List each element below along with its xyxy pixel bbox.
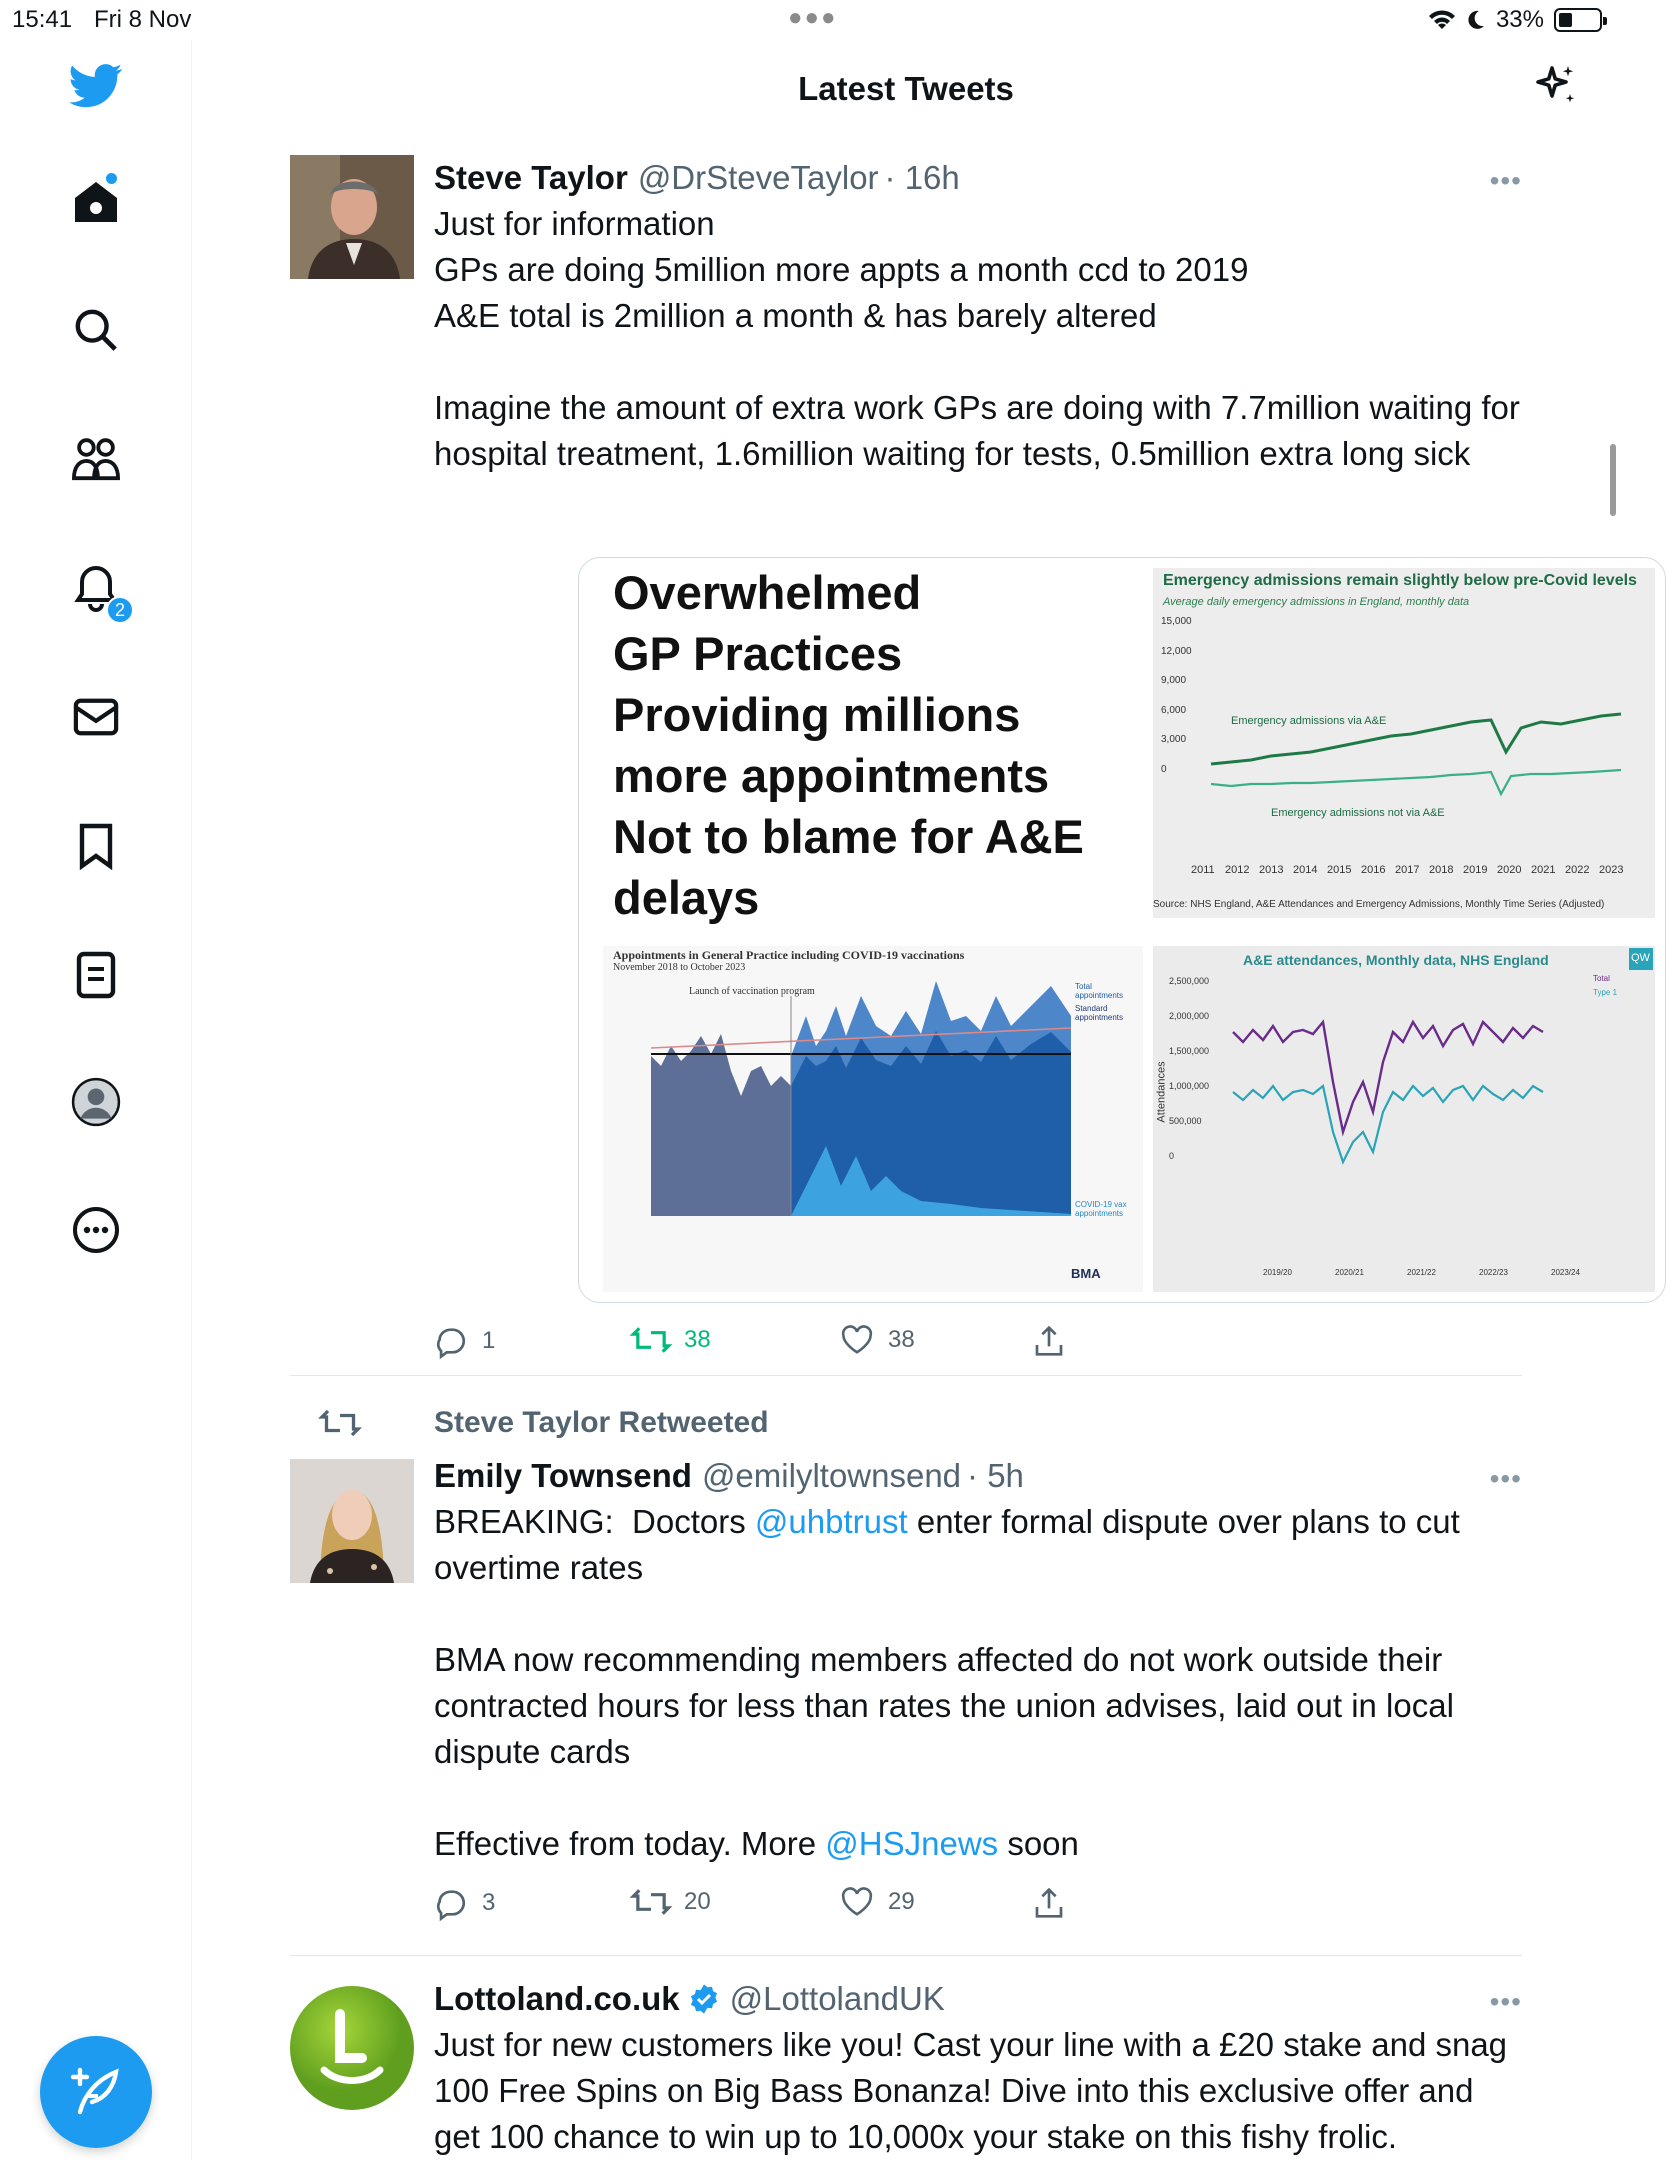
legend-standard: Standard appointments [1075, 1004, 1124, 1022]
tweet-more-options-icon[interactable]: ••• [1489, 1463, 1522, 1494]
tick-label: 2020 [1497, 864, 1522, 876]
tweet-actions [434, 1887, 1134, 1927]
tick-label: 1,000,000 [1169, 1081, 1210, 1091]
verified-badge-icon [688, 1983, 720, 2015]
page-title: Latest Tweets [798, 70, 1014, 107]
status-date: Fri 8 Nov [94, 6, 192, 33]
tick-label: 6,000 [1161, 704, 1187, 716]
timeline-header [192, 40, 1620, 140]
tick-label: 2020/21 [1335, 1268, 1364, 1277]
qw-logo: QW [1629, 948, 1653, 970]
avatar[interactable] [290, 1459, 414, 1583]
chart-lines [1211, 624, 1641, 840]
tick-label: 2014 [1293, 864, 1318, 876]
tweet-media-image[interactable] [578, 557, 1666, 1303]
tick-label: 2013 [1259, 864, 1284, 876]
series-label-via-ae: Emergency admissions via A&E [1231, 715, 1387, 727]
tick-label: 0 [1169, 1151, 1175, 1161]
chart-annotation: Launch of vaccination program [689, 986, 815, 997]
tick-label: 2019/20 [1263, 1268, 1292, 1277]
tweet-steve-taylor[interactable] [290, 155, 1650, 1355]
retweet-button[interactable] [632, 1325, 711, 1355]
tweet-text: BREAKING: Doctors @uhbtrust enter formal dispute over plans to cut overtime rates BMA now recommending members affected do not work outside their contracted hours for less than rates the union advises, laid out in local dispute cards Effective from today. More @HSJnews soon [434, 1503, 1469, 1862]
ae-attendances-chart [1153, 946, 1655, 1292]
compose-feather-icon [68, 2064, 124, 2120]
tick-label: 15,000 [1161, 616, 1192, 627]
media-headline: Overwhelmed GP Practices Providing millions more appointments Not to blame for A&E delays [613, 566, 1084, 924]
chart-title: Appointments in General Practice including COVID-19 vaccinations [613, 948, 965, 962]
tick-label: 2022 [1565, 864, 1590, 876]
wifi-icon [1428, 9, 1456, 31]
tick-label: 2015 [1327, 864, 1352, 876]
tick-label: 2019 [1463, 864, 1488, 876]
reply-count: 3 [482, 1889, 496, 1916]
gp-appointments-chart [603, 946, 1143, 1292]
author-name[interactable]: Emily Townsend [434, 1457, 692, 1494]
tweet-more-options-icon[interactable]: ••• [1489, 1986, 1522, 2017]
tick-label: 1,500,000 [1169, 1046, 1210, 1056]
battery-percent: 33% [1495, 6, 1544, 33]
heart-icon [840, 1325, 874, 1355]
series-label-not-via-ae: Emergency admissions not via A&E [1271, 807, 1445, 819]
author-name[interactable]: Lottoland.co.uk [434, 1980, 680, 2017]
chart-lines [1233, 982, 1593, 1242]
tweet-body [434, 1453, 1522, 1916]
battery-level [1559, 13, 1572, 27]
mention-link[interactable]: @uhbtrust [754, 1503, 908, 1540]
retweeted-by-text[interactable]: Steve Taylor Retweeted [434, 1406, 769, 1439]
reply-button[interactable] [434, 1887, 495, 1919]
chart-title: A&E attendances, Monthly data, NHS England [1243, 952, 1549, 968]
tweet-lottoland-promoted[interactable] [290, 1976, 1522, 2160]
scrollbar[interactable] [1610, 444, 1616, 516]
tick-label: 9,000 [1161, 675, 1187, 687]
twitter-logo-icon[interactable] [64, 54, 128, 118]
tweet-divider [290, 1375, 1522, 1376]
share-icon [1034, 1325, 1064, 1357]
avatar[interactable] [290, 155, 414, 279]
chart-title: Emergency admissions remain slightly below pre-Covid levels [1163, 572, 1637, 589]
notifications-badge: 2 [106, 596, 134, 624]
tick-label: 3,000 [1161, 734, 1187, 746]
tick-label: 2023 [1599, 864, 1624, 876]
like-count: 29 [888, 1888, 915, 1915]
home-unread-dot [106, 173, 117, 184]
tweet-actions [434, 1325, 1134, 1365]
like-count: 38 [888, 1326, 915, 1353]
sparkle-icon[interactable] [1532, 62, 1580, 115]
like-button[interactable] [840, 1887, 915, 1917]
tweet-emily-townsend[interactable] [290, 1453, 1522, 1933]
tick-label: 2021 [1531, 864, 1556, 876]
more-options-icon[interactable] [64, 1198, 128, 1262]
tick-label: 2011 [1191, 864, 1215, 876]
tweet-time: · 16h [884, 159, 960, 196]
share-icon [1034, 1887, 1064, 1919]
tick-label: 0 [1161, 764, 1167, 775]
legend-covid: COVID-19 vax appointments [1075, 1200, 1127, 1218]
standard-appointments-area-pre [651, 1034, 791, 1216]
share-button[interactable] [1034, 1887, 1064, 1919]
retweet-count: 38 [684, 1326, 711, 1353]
tweet-time: · 5h [967, 1457, 1024, 1494]
bma-logo: BMA [1071, 1266, 1101, 1281]
moon-icon [1466, 9, 1486, 31]
sidebar [0, 40, 192, 2160]
multitasking-dots-icon[interactable]: ●●● [788, 4, 838, 31]
tick-label: 2016 [1361, 864, 1386, 876]
tick-label: 500,000 [1169, 1116, 1202, 1126]
retweet-button[interactable] [632, 1887, 711, 1917]
avatar[interactable] [290, 1986, 414, 2110]
author-handle[interactable]: @LottolandUK [729, 1980, 945, 2017]
lists-icon[interactable] [64, 943, 128, 1007]
author-handle[interactable]: @emilyltownsend [701, 1457, 962, 1494]
tick-label: 2018 [1429, 864, 1454, 876]
reply-count: 1 [482, 1327, 496, 1354]
communities-icon[interactable] [64, 427, 128, 491]
chart-subtitle: November 2018 to October 2023 [613, 962, 746, 973]
search-icon[interactable] [64, 298, 128, 362]
tweet-text: Just for new customers like you! Cast your line with a £20 stake and snag 100 Free Spins on Big Bass Bonanza! Dive into this exclusive offer and get 100 chance to win up to 10,000x your stake on this fishy frolic. [434, 2026, 1517, 2155]
tick-label: 2012 [1225, 864, 1250, 876]
chart-source: Source: NHS England, A&E Attendances and Emergency Admissions, Monthly Time Series (Adjusted) [1153, 899, 1605, 910]
status-indicators [1428, 6, 1602, 34]
tick-label: 2022/23 [1479, 1268, 1508, 1277]
legend-type1: Type 1 [1593, 988, 1618, 997]
chart-subtitle: Average daily emergency admissions in England, monthly data [1163, 596, 1470, 608]
retweeted-by-label [372, 1406, 769, 1440]
series-not-via-ae-line [1211, 770, 1621, 794]
y-axis-label: Attendances [1155, 1061, 1168, 1123]
home-icon[interactable] [64, 170, 128, 234]
tweet-body [434, 155, 1650, 1354]
tick-label: 12,000 [1161, 645, 1192, 657]
reply-icon [434, 1325, 468, 1357]
status-bar [0, 0, 1620, 40]
tick-label: 2,000,000 [1169, 1011, 1210, 1021]
share-button[interactable] [1034, 1325, 1064, 1357]
tweet-more-options-icon[interactable]: ••• [1489, 165, 1522, 196]
bookmarks-icon[interactable] [64, 814, 128, 878]
retweet-icon [632, 1325, 670, 1355]
tweet-header [434, 1453, 1522, 1499]
author-name[interactable]: Steve Taylor [434, 159, 628, 196]
tick-label: 2017 [1395, 864, 1420, 876]
legend-total: Total appointments [1075, 982, 1124, 1000]
tick-label: 2021/22 [1407, 1268, 1436, 1277]
tick-label: 2023/24 [1551, 1268, 1580, 1277]
tweet-text: Just for information GPs are doing 5million more appts a month ccd to 2019 A&E total is 2million a month & has barely altered Imagine the amount of extra work GPs are doing with 7.7million waiting for hospital treatment, 1.6million waiting for tests, 0.5million extra long sick [434, 205, 1520, 472]
like-button[interactable] [840, 1325, 915, 1355]
profile-avatar-icon[interactable] [64, 1070, 128, 1134]
legend-total: Total [1593, 974, 1610, 983]
reply-icon [434, 1887, 468, 1919]
retweet-count: 20 [684, 1888, 711, 1915]
tweet-divider [290, 1955, 1522, 1956]
status-time: 15:41 [12, 6, 73, 33]
tick-label: 2,500,000 [1169, 976, 1210, 986]
mention-link[interactable]: @HSJnews [825, 1825, 999, 1862]
tweet-header [434, 155, 1522, 201]
heart-icon [840, 1887, 874, 1917]
chart-areas [651, 976, 1081, 1246]
tweet-body [434, 1976, 1522, 2160]
series-total-line [1233, 1022, 1543, 1132]
author-handle[interactable]: @DrSteveTaylor [637, 159, 879, 196]
battery-icon [1554, 8, 1602, 32]
retweet-icon [632, 1887, 670, 1917]
messages-icon[interactable] [64, 685, 128, 749]
reply-button[interactable] [434, 1325, 495, 1357]
tweet-header [434, 1976, 1522, 2022]
retweet-icon [320, 1408, 360, 1438]
emergency-admissions-chart [1153, 568, 1655, 918]
compose-tweet-button[interactable] [40, 2036, 152, 2148]
series-type1-line [1233, 1086, 1543, 1162]
